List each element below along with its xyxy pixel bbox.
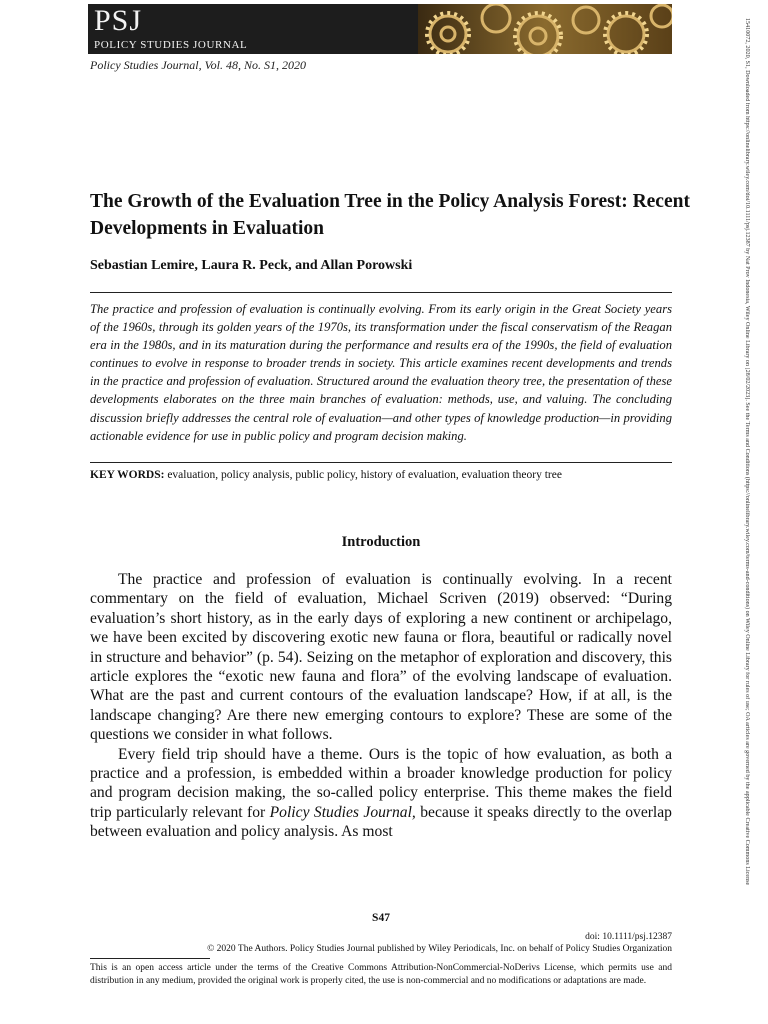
journal-name: POLICY STUDIES JOURNAL: [94, 39, 248, 51]
journal-citation: Policy Studies Journal, Vol. 48, No. S1, 2020: [90, 58, 306, 72]
copyright-notice: © 2020 The Authors. Policy Studies Journal published by Wiley Periodicals, Inc. on behalf of Policy Studies Organization: [207, 944, 672, 954]
paragraph: The practice and profession of evaluation is continually evolving. In a recent commentary on the field of evaluation, Michael Scriven (2019) observed: “During evaluation’s short history, as in the early days of exploring a new continent or archipelago, we have been excited by discovering exotic new fauna or flora, beautiful or radically novel in structure and behavior” (p. 54). Seizing on the metaphor of exploration and discovery, this article explores the “exotic new fauna and flora” of the evolving landscape of evaluation. What are the past and current contours of the evaluation landscape? How, if at all, is the landscape changing? Are there new emerging contours to explore? These are some of the questions we consider in what follows.: [90, 571, 672, 744]
keywords-label: KEY WORDS:: [90, 469, 165, 481]
journal-name-italic: Policy Studies Journal,: [269, 803, 416, 821]
gears-illustration: [418, 4, 672, 54]
abstract-top-rule: [90, 292, 672, 293]
paragraph: [90, 745, 672, 842]
license-notice: This is an open access article under the terms of the Creative Commons Attribution-NonCommercial-NoDerivs License, which permits use and distribution in any medium, provided the original work is properly cited, the use is non-commercial and no modifications or adaptations are made.: [90, 963, 672, 986]
journal-logo: PSJ: [94, 4, 143, 37]
body-text: [90, 570, 672, 842]
abstract-bottom-rule: [90, 462, 672, 463]
abstract: The practice and profession of evaluation is continually evolving. From its early origin in the Great Society years of the 1960s, through its golden years of the 1970s, its transformation under the fiscal conservatism of the Reagan era in the 1980s, and in its maturation during the performance and results era of the 1990s, the field of evaluation continues to evolve in response to broader trends in society. This article examines recent developments and trends in the practice and profession of evaluation. Structured around the evaluation theory tree, the presentation of these developments elaborates on the three main branches of evaluation: methods, use, and valuing. The concluding discussion briefly addresses the central role of evaluation—and other types of knowledge production—in providing actionable evidence for use in public policy and program decision making.: [90, 302, 672, 443]
footer-rule: [90, 958, 210, 959]
keywords-list: evaluation, policy analysis, public policy, history of evaluation, evaluation theory tree: [167, 469, 562, 481]
section-heading: Introduction: [341, 534, 421, 550]
keywords: [90, 468, 672, 483]
page-number: S47: [372, 912, 390, 924]
paragraph-text: because it speaks directly to the overlap between evaluation and policy analysis. As most: [90, 803, 672, 841]
article-authors: Sebastian Lemire, Laura R. Peck, and Allan Porowski: [90, 258, 413, 273]
journal-banner: [88, 4, 672, 54]
paragraph-text: Every field trip should have a theme. Ours is the topic of how evaluation, as both a practice and a profession, is embedded within a broader knowledge production for policy and program decision making, the so-called policy enterprise. This theme makes the field trip particularly relevant for: [90, 745, 672, 821]
download-side-note: [738, 18, 750, 1008]
doi: doi: 10.1111/psj.12387: [585, 932, 672, 942]
article-title: The Growth of the Evaluation Tree in the Policy Analysis Forest: Recent Developments in Evaluation: [90, 191, 690, 239]
side-note-text: 15410072, 2020, S1, Downloaded from https://onlinelibrary.wiley.com/doi/10.1111/psj.12387 by Nat Prov Indonesia, Wiley Online Library on [28/02/2023]. See the Terms and Conditions (https://onlinelibrary.wiley.com/terms-and-conditions) on Wiley Online Library for rules of use; OA articles are governed by the applicable Creative Commons License: [744, 18, 750, 886]
